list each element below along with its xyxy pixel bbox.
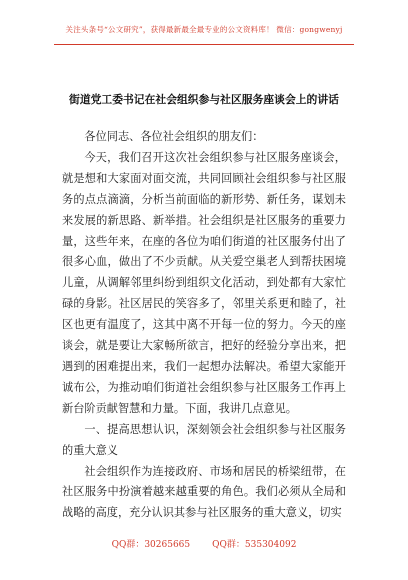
- paragraph-section-1: 社会组织作为连接政府、市场和居民的桥梁纽带，在社区服务中扮演着越来越重要的角色。我们必须从全局和战略的高度，充分认识其参与社区服务的重大意义，切实: [62, 464, 346, 520]
- document-body: [62, 127, 346, 524]
- document-title: 街道党工委书记在社会组织参与社区服务座谈会上的讲话: [69, 93, 339, 106]
- footer: [0, 537, 408, 550]
- paragraph-intro: 今天，我们召开这次社会组织参与社区服务座谈会，就是想和大家面对面交流，共同回顾社会组织参与社区服务的点点滴滴，分析当前面临的新形势、新任务，谋划未来发展的新思路、新举措。社会组织是社区服务的重要力量，这些年来，在座的各位为咱们街道的社区服务付出了很多心血，做出了不少贡献。从关爱空巢老人到帮扶困境儿童，从调解邻里纠纷到组织文化活动，到处都有大家忙碌的身影。社区居民的笑容多了，邻里关系更和睦了，社区也更有温度了，这其中离不开每一位的努力。今天的座谈会，就是要让大家畅所欲言，把好的经验分享出来，把遇到的困难提出来，我们一起想办法解决。希望大家能开诚布公，为推动咱们街道社会组织参与社区服务工作再上新台阶贡献智慧和力量。下面，我讲几点意见。: [62, 150, 346, 415]
- footer-qq-group-1: QQ群：30265665: [111, 540, 191, 550]
- greeting-line: 各位同志、各位社会组织的朋友们：: [84, 130, 264, 143]
- footer-qq-group-2: QQ群：535304092: [212, 540, 297, 550]
- header-banner: 关注头条号“公文研究”，获得最新最全最专业的公文资料库！ 微信：gongwenyj: [65, 25, 343, 34]
- section-heading-1: 一、提高思想认识，深刻领会社会组织参与社区服务的重大意义: [62, 422, 346, 457]
- header-divider: [54, 44, 354, 45]
